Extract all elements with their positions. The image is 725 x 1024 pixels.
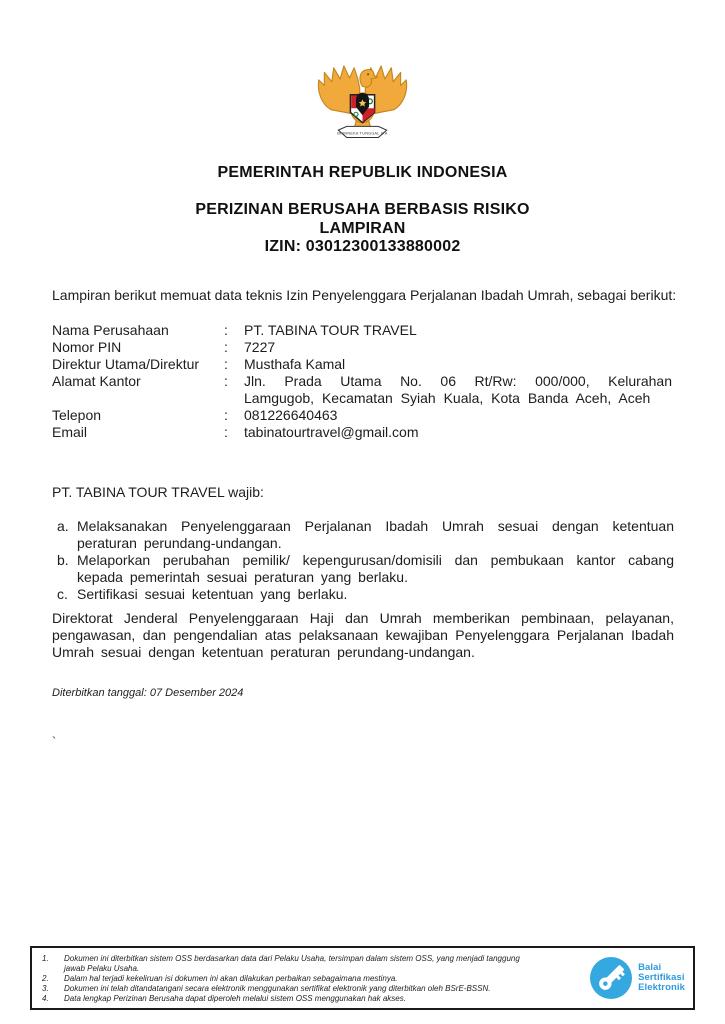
field-separator: : bbox=[224, 339, 228, 355]
stray-mark: ` bbox=[52, 734, 57, 749]
note-number: 2. bbox=[42, 974, 49, 983]
field-label-nomor-pin: Nomor PIN bbox=[52, 339, 122, 355]
footer-note-3 bbox=[42, 984, 537, 994]
bsre-text-line3: Elektronik bbox=[638, 982, 685, 993]
obligation-marker: a. bbox=[57, 518, 69, 534]
field-value-nama-perusahaan: PT. TABINA TOUR TRAVEL bbox=[244, 322, 417, 338]
svg-text:BHINNEKA TUNGGAL IKA: BHINNEKA TUNGGAL IKA bbox=[337, 131, 388, 136]
note-number: 4. bbox=[42, 994, 49, 1003]
technical-data-fields bbox=[52, 322, 674, 441]
field-value-direktur: Musthafa Kamal bbox=[244, 356, 346, 372]
obligation-text: Melaksanakan Penyelenggaraan Perjalanan Ibadah Umrah sesuai dengan ketentuan peraturan perundang-undangan. bbox=[77, 518, 674, 551]
field-label-direktur: Direktur Utama/Direktur bbox=[52, 356, 200, 372]
garuda-icon bbox=[316, 64, 409, 146]
field-value-telepon: 081226640463 bbox=[244, 407, 338, 423]
closing-paragraph: Direktorat Jenderal Penyelenggaraan Haji dan Umrah memberikan pembinaan, pelayanan, pengawasan, dan pengendalian atas pelaksanaan kewajiban Penyelenggara Perjalanan Ibadah Umrah sesuai dengan ketentuan peraturan perundang-undangan. bbox=[52, 610, 674, 660]
obligation-marker: b. bbox=[57, 552, 69, 568]
obligation-item-b bbox=[52, 552, 674, 586]
intro-sentence: Lampiran berikut memuat data teknis Izin Penyelenggara Perjalanan Ibadah Umrah, sebagai berikut: bbox=[52, 287, 677, 303]
field-value-email: tabinatourtravel@gmail.com bbox=[244, 424, 419, 440]
field-label-telepon: Telepon bbox=[52, 407, 102, 423]
bsre-key-icon bbox=[589, 956, 633, 1000]
field-label-email: Email bbox=[52, 424, 88, 440]
field-value-alamat-kantor: Jln. Prada Utama No. 06 Rt/Rw: 000/000, Kelurahan Lamgugob, Kecamatan Syiah Kuala, Kota Banda Aceh, Aceh bbox=[244, 373, 672, 406]
obligation-text: Melaporkan perubahan pemilik/ kepengurusan/domisili dan pembukaan kantor cabang kepada pemerintah sesuai peraturan yang berlaku. bbox=[77, 552, 674, 585]
document-subtitle: LAMPIRAN bbox=[319, 219, 406, 237]
obligations-intro: PT. TABINA TOUR TRAVEL wajib: bbox=[52, 484, 264, 500]
footer-note-4 bbox=[42, 994, 537, 1004]
footer-note-1 bbox=[42, 954, 537, 974]
document-title-block bbox=[0, 201, 725, 257]
field-separator: : bbox=[224, 356, 228, 372]
izin-number: IZIN: 03012300133880002 bbox=[264, 238, 461, 255]
note-text: Dokumen ini telah ditandatangani secara elektronik menggunakan sertifikat elektronik yang diterbitkan oleh BSrE-BSSN. bbox=[64, 984, 491, 993]
obligation-item-c bbox=[52, 586, 674, 603]
field-separator: : bbox=[224, 407, 228, 423]
field-separator: : bbox=[224, 322, 228, 338]
note-text: Dokumen ini diterbitkan sistem OSS berdasarkan data dari Pelaku Usaha, tersimpan dalam sistem OSS, yang menjadi tanggung jawab Pelaku Usaha. bbox=[64, 954, 520, 973]
obligation-text: Sertifikasi sesuai ketentuan yang berlaku. bbox=[77, 586, 348, 602]
bsre-logo-text bbox=[638, 963, 685, 993]
bsre-logo bbox=[589, 948, 693, 1008]
footer-notes-box bbox=[30, 946, 695, 1010]
obligation-item-a bbox=[52, 518, 674, 552]
field-separator: : bbox=[224, 424, 228, 440]
government-heading: PEMERINTAH REPUBLIK INDONESIA bbox=[217, 164, 508, 181]
bsre-text-line1: Balai bbox=[638, 962, 662, 973]
field-label-alamat-kantor: Alamat Kantor bbox=[52, 373, 141, 389]
bsre-text-line2: Sertifikasi bbox=[638, 972, 685, 983]
note-number: 3. bbox=[42, 984, 49, 993]
note-text: Data lengkap Perizinan Berusaha dapat diperoleh melalui sistem OSS menggunakan hak akses. bbox=[64, 994, 406, 1003]
note-number: 1. bbox=[42, 954, 49, 963]
obligations-list bbox=[52, 518, 674, 603]
issued-date-line: Diterbitkan tanggal: 07 Desember 2024 bbox=[52, 687, 244, 699]
field-value-nomor-pin: 7227 bbox=[244, 339, 276, 355]
footer-note-2 bbox=[42, 974, 537, 984]
garuda-pancasila-emblem bbox=[316, 64, 409, 146]
note-text: Dalam hal terjadi kekeliruan isi dokumen ini akan dilakukan perbaikan sebagaimana mestinya. bbox=[64, 974, 398, 983]
document-title: PERIZINAN BERUSAHA BERBASIS RISIKO bbox=[195, 201, 530, 218]
field-separator: : bbox=[224, 373, 228, 389]
footer-notes-list bbox=[32, 948, 537, 1004]
field-label-nama-perusahaan: Nama Perusahaan bbox=[52, 322, 169, 338]
obligation-marker: c. bbox=[57, 586, 68, 602]
